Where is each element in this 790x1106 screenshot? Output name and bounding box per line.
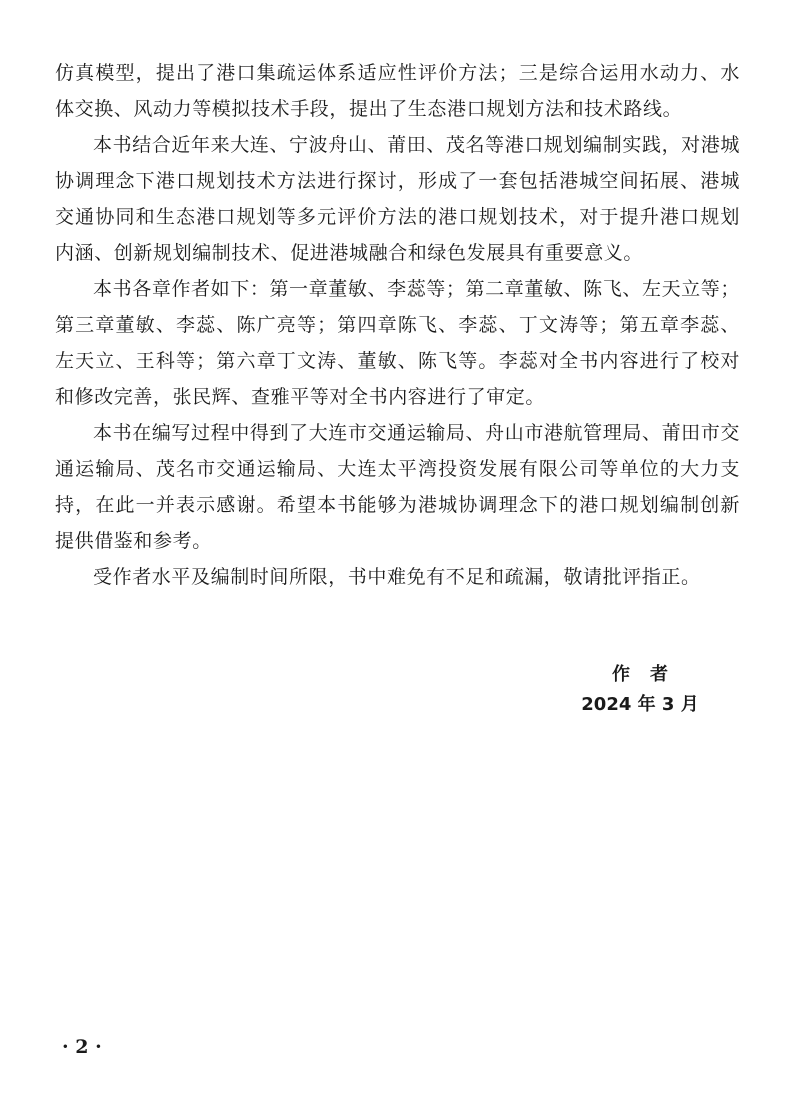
page-number: · 2 · [62, 1036, 102, 1058]
paragraph-authors: 本书各章作者如下：第一章董敏、李蕊等；第二章董敏、陈飞、左天立等；第三章董敏、李蕊、陈广亮等；第四章陈飞、李蕊、丁文涛等；第五章李蕊、左天立、王科等；第六章丁文涛、董敏、陈飞等。李蕊对全书内容进行了校对和修改完善，张民辉、查雅平等对全书内容进行了审定。 [55, 278, 740, 408]
signature-block [560, 660, 720, 720]
signature-date: 2024 年 3 月 [581, 694, 699, 715]
paragraph-continuation: 仿真模型，提出了港口集疏运体系适应性评价方法；三是综合运用水动力、水体交换、风动力等模拟技术手段，提出了生态港口规划方法和技术路线。 [55, 62, 740, 120]
paragraph-acknowledgements: 本书在编写过程中得到了大连市交通运输局、舟山市港航管理局、莆田市交通运输局、茂名市交通运输局、大连太平湾投资发展有限公司等单位的大力支持，在此一并表示感谢。希望本书能够为港城协调理念下的港口规划编制创新提供借鉴和参考。 [55, 422, 740, 552]
body-text [55, 55, 740, 595]
paragraph-practice: 本书结合近年来大连、宁波舟山、莆田、茂名等港口规划编制实践，对港城协调理念下港口规划技术方法进行探讨，形成了一套包括港城空间拓展、港城交通协同和生态港口规划等多元评价方法的港口规划技术，对于提升港口规划内涵、创新规划编制技术、促进港城融合和绿色发展具有重要意义。 [55, 134, 740, 264]
paragraph-closing: 受作者水平及编制时间所限，书中难免有不足和疏漏，敬请批评指正。 [93, 566, 701, 588]
signature-author: 作者 [612, 664, 688, 685]
